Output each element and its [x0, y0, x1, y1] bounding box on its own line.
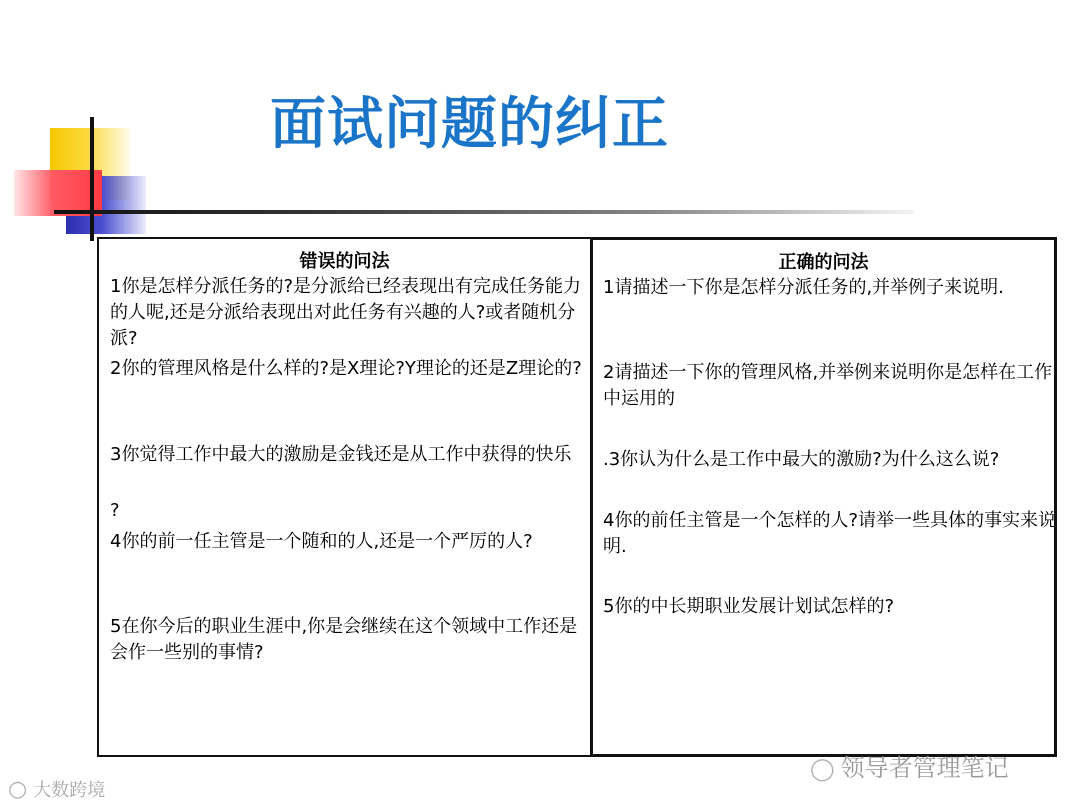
comparison-table — [97, 237, 1057, 757]
correct-question-3: .3你认为什么是工作中最大的激励?为什么这么说? — [603, 449, 1000, 470]
watermark-right — [810, 748, 1009, 783]
correct-questions-column — [590, 237, 1057, 757]
wrong-questions-header: 错误的问法 — [299, 251, 390, 272]
wrong-question-1: 1你是怎样分派任务的?是分派给已经表现出有完成任务能力的人呢,还是分派给表现出对此任务有兴趣的人?或者随机分派? — [110, 276, 582, 349]
watermark-left — [8, 776, 105, 802]
wrong-question-5: 5在你今后的职业生涯中,你是会继续在这个领域中工作还是会作一些别的事情? — [110, 616, 578, 663]
wechat-icon: ◯ — [810, 757, 835, 782]
watermark-right-text: 领导者管理笔记 — [840, 754, 1009, 782]
correct-question-2: 2请描述一下你的管理风格,并举例来说明你是怎样在工作中运用的 — [603, 362, 1053, 409]
decor-vertical-line — [90, 117, 94, 241]
watermark-left-text: 大数跨境 — [33, 780, 106, 801]
wrong-question-3: 3你觉得工作中最大的激励是金钱还是从工作中获得的快乐 — [110, 444, 572, 465]
slide-title: 面试问题的纠正 — [270, 92, 669, 157]
wrong-question-4: 4你的前一任主管是一个随和的人,还是一个严厉的人? — [110, 531, 533, 552]
correct-question-1: 1请描述一下你是怎样分派任务的,并举例子来说明. — [603, 277, 1004, 298]
correct-question-4: 4你的前任主管是一个怎样的人?请举一些具体的事实来说明. — [603, 510, 1057, 557]
wrong-question-3-mark: ? — [110, 500, 120, 521]
brand-logo-icon: ○ — [8, 777, 28, 802]
wrong-questions-column — [97, 237, 592, 757]
correct-question-5: 5你的中长期职业发展计划试怎样的? — [603, 596, 895, 617]
correct-questions-header: 正确的问法 — [778, 252, 869, 273]
wrong-question-2: 2你的管理风格是什么样的?是X理论?Y理论的还是Z理论的? — [110, 358, 582, 379]
decor-horizontal-line — [54, 210, 914, 214]
